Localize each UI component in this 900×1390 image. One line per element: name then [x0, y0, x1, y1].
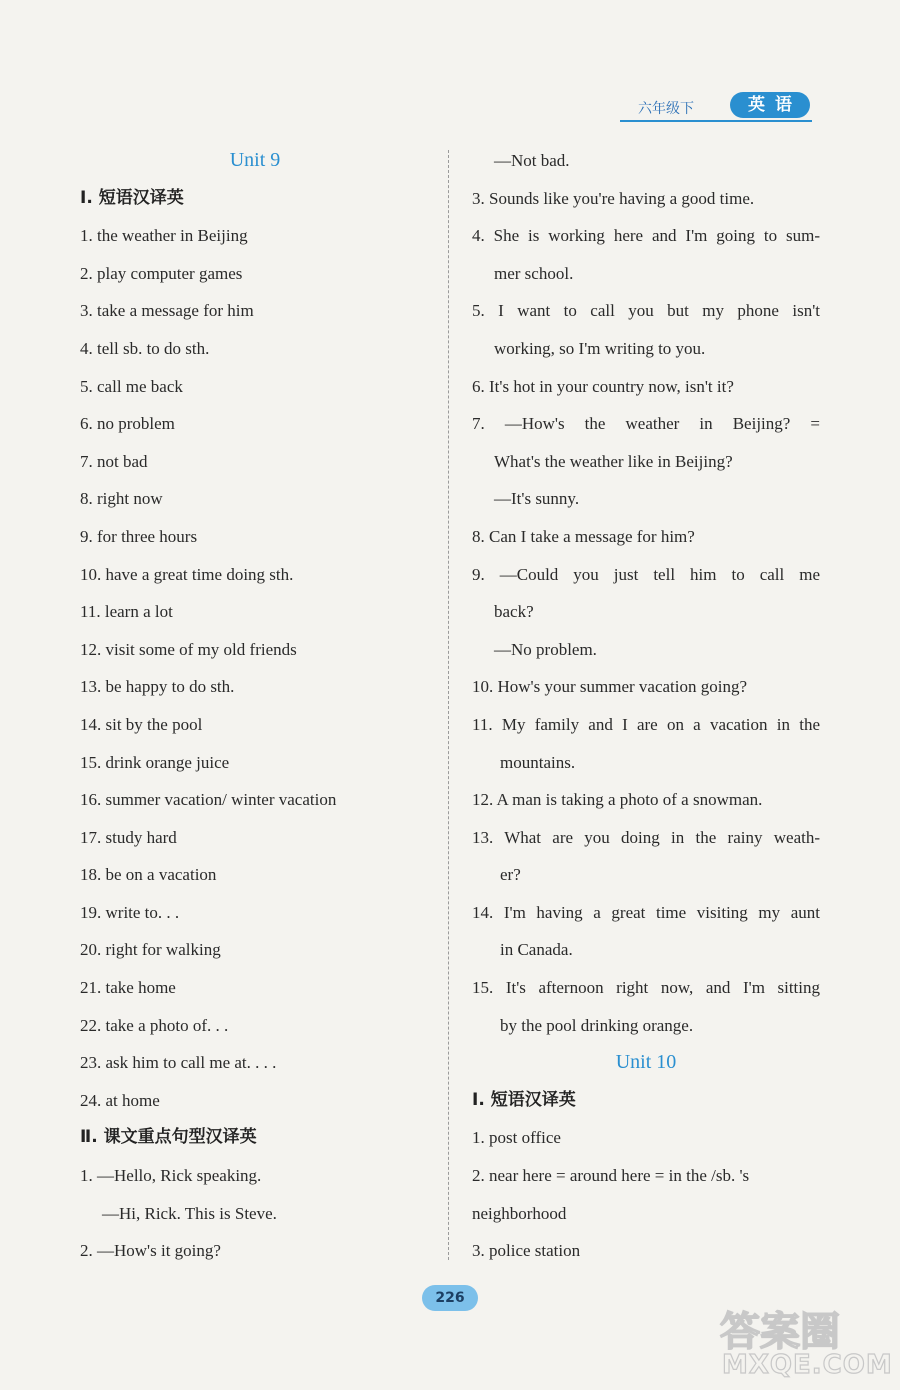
text-line: 23. ask him to call me at. . . . [80, 1053, 277, 1073]
text-line: 9. for three hours [80, 526, 198, 546]
continued-line: working, so I'm writing to you. [494, 338, 706, 358]
watermark-logo [720, 1300, 895, 1385]
watermark-text: 答案圈 [720, 1309, 840, 1355]
text-line: 24. at home [80, 1090, 160, 1110]
text-line: 22. take a photo of. . . [80, 1015, 229, 1035]
text-line: 4. tell sb. to do sth. [80, 338, 210, 358]
text-line: 10. have a great time doing sth. [80, 564, 294, 584]
text-line: 3. Sounds like you're having a good time. [472, 188, 755, 208]
text-line: 5. I want to call you but my phone isn't [472, 301, 820, 321]
continued-line: —It's sunny. [494, 489, 580, 509]
continued-line: mer school. [494, 263, 574, 283]
section-heading: Ⅰ. 短语汉译英 [80, 187, 184, 208]
continued-line: by the pool drinking orange. [500, 1015, 694, 1035]
text-line: 12. visit some of my old friends [80, 639, 297, 659]
grade-label: 六年级下 [638, 101, 694, 117]
text-line: 16. summer vacation/ winter vacation [80, 790, 337, 810]
continued-line: in Canada. [500, 940, 573, 960]
text-line: 15. drink orange juice [80, 752, 230, 772]
text-line: 12. A man is taking a photo of a snowman. [472, 790, 763, 810]
text-line: 19. write to. . . [80, 902, 180, 922]
section-heading: Ⅰ. 短语汉译英 [472, 1089, 576, 1110]
section-heading: Ⅱ. 课文重点句型汉译英 [80, 1127, 257, 1148]
page-header [620, 92, 820, 128]
text-line: 6. It's hot in your country now, isn't it? [472, 376, 734, 396]
text-line: 5. call me back [80, 376, 183, 396]
continued-line: —No problem. [494, 639, 597, 659]
text-line: 1. —Hello, Rick speaking. [80, 1166, 262, 1186]
right-column [472, 142, 820, 1270]
left-column [80, 142, 430, 1270]
text-line: 7. not bad [80, 451, 148, 471]
text-line: 8. Can I take a message for him? [472, 526, 695, 546]
text-line: 2. near here = around here = in the /sb. 's [472, 1166, 750, 1186]
text-line: 10. How's your summer vacation going? [472, 677, 748, 697]
text-line: 14. I'm having a great time visiting my aunt [472, 902, 820, 922]
text-line: 21. take home [80, 978, 176, 998]
continued-line: —Not bad. [494, 151, 570, 170]
continued-line: mountains. [500, 752, 576, 772]
text-line: 11. learn a lot [80, 602, 173, 622]
text-line: 13. What are you doing in the rainy weath- [472, 827, 820, 847]
text-line: 18. be on a vacation [80, 865, 217, 885]
text-line: 9. —Could you just tell him to call me [472, 564, 820, 584]
text-line: 1. the weather in Beijing [80, 226, 248, 246]
unit-heading: Unit 10 [615, 1051, 677, 1074]
unit-heading: Unit 9 [229, 149, 281, 171]
text-line: 3. police station [472, 1241, 581, 1261]
text-line: 17. study hard [80, 827, 177, 847]
text-line: 1. post office [472, 1128, 561, 1148]
continued-line: —Hi, Rick. This is Steve. [102, 1203, 277, 1223]
page-number: 226 [422, 1285, 478, 1311]
text-line: 4. She is working here and I'm going to sum- [472, 226, 820, 246]
subject-badge: 英语 [730, 92, 810, 118]
continued-line: er? [500, 865, 521, 885]
continued-line: What's the weather like in Beijing? [494, 451, 733, 471]
text-line: 20. right for walking [80, 940, 221, 960]
text-line: 7. —How's the weather in Beijing? = [472, 414, 820, 434]
text-line: 2. play computer games [80, 263, 243, 283]
text-line: 6. no problem [80, 414, 175, 434]
continued-line: back? [494, 602, 534, 622]
text-line: 8. right now [80, 489, 163, 509]
text-line: 14. sit by the pool [80, 714, 203, 734]
text-line: neighborhood [472, 1203, 567, 1223]
text-line: 15. It's afternoon right now, and I'm sitting [472, 978, 820, 998]
text-line: 2. —How's it going? [80, 1241, 221, 1261]
header-rule [620, 120, 812, 122]
text-line: 3. take a message for him [80, 301, 254, 321]
column-divider [448, 150, 449, 1260]
text-line: 13. be happy to do sth. [80, 677, 235, 697]
text-line: 11. My family and I are on a vacation in the [472, 714, 820, 734]
watermark-url: MXQE.COM [722, 1350, 893, 1380]
